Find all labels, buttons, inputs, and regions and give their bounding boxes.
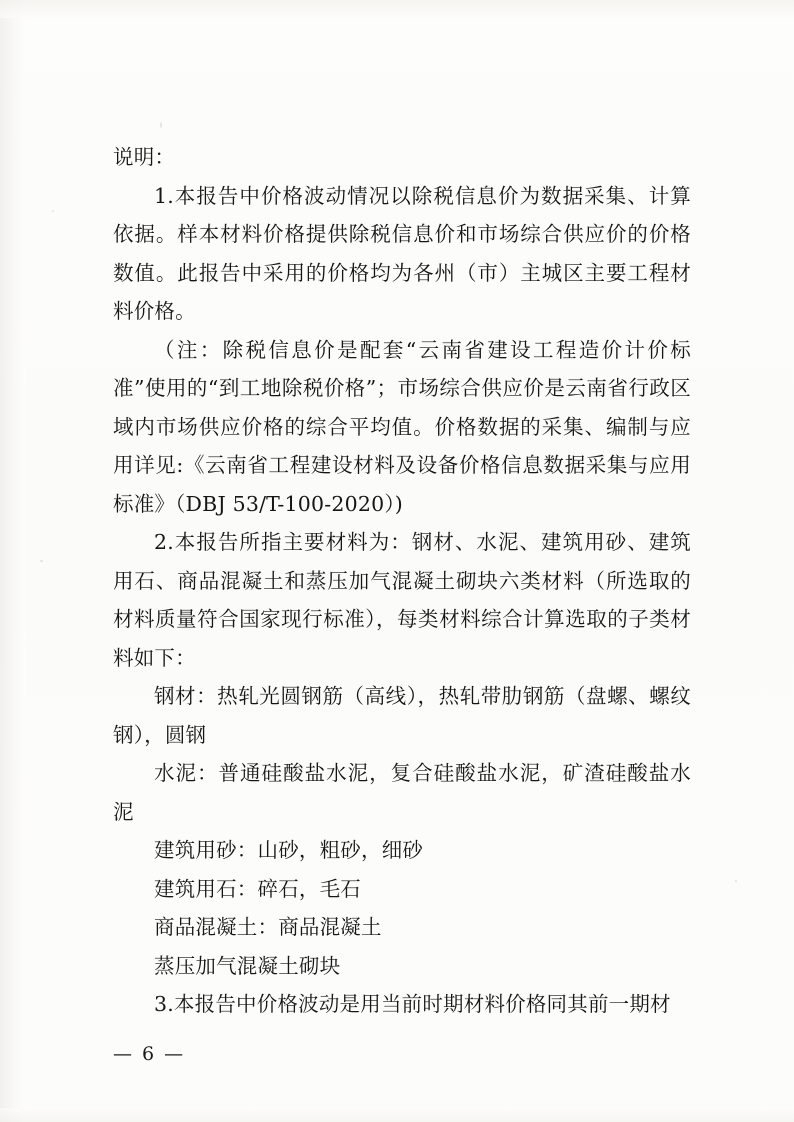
material-concrete: 商品混凝土：商品混凝土 bbox=[154, 915, 382, 939]
scan-edge-top bbox=[0, 0, 794, 18]
scan-speck bbox=[160, 122, 162, 128]
scan-speck bbox=[52, 210, 54, 212]
material-block: 蒸压加气混凝土砌块 bbox=[154, 953, 341, 978]
scan-speck bbox=[735, 880, 737, 882]
section-heading: 说明： bbox=[113, 145, 176, 169]
material-steel: 钢材：热轧光圆钢筋（高线），热轧带肋钢筋（盘螺、螺纹钢），圆钢 bbox=[113, 684, 691, 747]
scan-speck bbox=[40, 560, 43, 562]
paragraph-item-3: 3.本报告中价格波动是用当前时期材料价格同其前一期材 bbox=[154, 992, 671, 1016]
paragraph-item-2: 2.本报告所指主要材料为：钢材、水泥、建筑用砂、建筑用石、商品混凝土和蒸压加气混凝土砌块六类材料（所选取的材料质量符合国家现行标准），每类材料综合计算选取的子类材料如下： bbox=[113, 530, 691, 670]
material-stone: 建筑用石：碎石，毛石 bbox=[154, 876, 361, 901]
page-number: — 6 — bbox=[113, 1043, 186, 1065]
scan-edge-bottom bbox=[0, 1108, 794, 1122]
material-cement: 水泥：普通硅酸盐水泥，复合硅酸盐水泥，矿渣硅酸盐水泥 bbox=[113, 761, 691, 824]
paragraph-item-1: 1.本报告中价格波动情况以除税信息价为数据采集、计算依据。样本材料价格提供除税信息价和市场综合供应价的价格数值。此报告中采用的价格均为各州（市）主城区主要工程材料价格。 bbox=[113, 183, 691, 323]
paragraph-note: （注：除税信息价是配套“云南省建设工程造价计价标准”使用的“到工地除税价格”；市场综合供应价是云南省行政区域内市场供应价格的综合平均值。价格数据的采集、编制与应用详见:《云南省工程建设材料及设备价格信息数据采集与应用标准》（DBJ 53/T-100-2020）) bbox=[113, 337, 691, 516]
document-body bbox=[113, 138, 691, 1024]
scan-edge-left bbox=[0, 0, 26, 1122]
material-sand: 建筑用砂：山砂，粗砂，细砂 bbox=[154, 838, 424, 862]
